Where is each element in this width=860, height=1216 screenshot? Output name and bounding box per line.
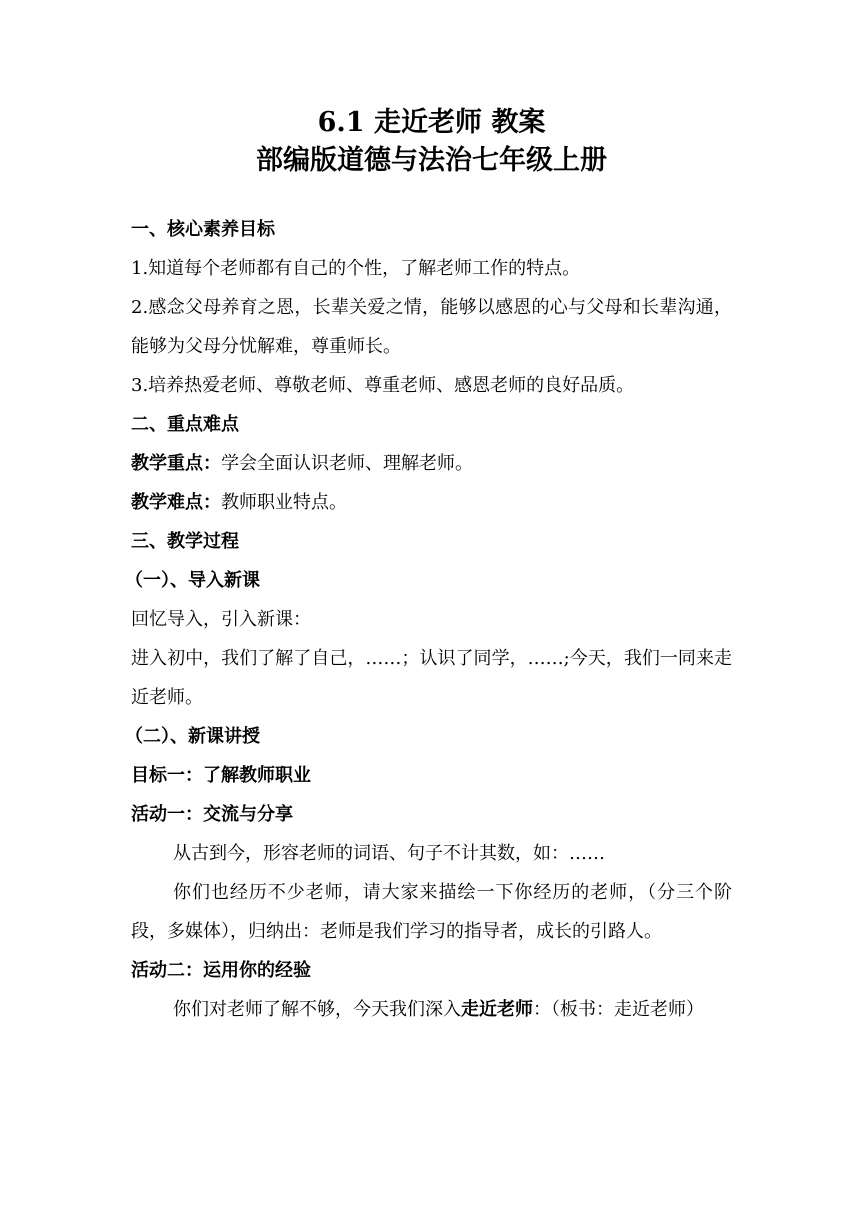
section-heading-key-points: 二、重点难点 xyxy=(131,414,239,435)
activity-one-heading: 活动一：交流与分享 xyxy=(131,804,293,825)
key-point-line xyxy=(131,444,732,483)
key-point-label: 教学重点： xyxy=(131,453,221,474)
title-block xyxy=(131,104,732,180)
document-subtitle: 部编版道德与法治七年级上册 xyxy=(256,145,607,176)
section-heading-goals: 一、核心素养目标 xyxy=(131,219,275,240)
activity-two-text-b: ：（板书：走近老师） xyxy=(533,999,704,1020)
difficult-point-text: 教师职业特点。 xyxy=(221,492,347,513)
intro-lead: 回忆导入，引入新课： xyxy=(131,609,311,630)
section-heading-process: 三、教学过程 xyxy=(131,531,239,552)
goal-item-3: 3.培养热爱老师、尊敬老师、尊重老师、感恩老师的良好品质。 xyxy=(131,375,635,396)
activity-two-text-a: 你们对老师了解不够，今天我们深入 xyxy=(173,999,461,1020)
difficult-point-label: 教学难点： xyxy=(131,492,221,513)
activity-two-emphasis: 走近老师 xyxy=(461,999,533,1020)
document-title: 6.1 走近老师 教案 xyxy=(317,107,546,138)
part-heading-new-lesson: （二）、新课讲授 xyxy=(125,726,260,747)
goal-one-heading: 目标一：了解教师职业 xyxy=(131,765,311,786)
difficult-point-line xyxy=(131,483,732,522)
key-point-text: 学会全面认识老师、理解老师。 xyxy=(221,453,473,474)
goal-item-1: 1.知道每个老师都有自己的个性，了解老师工作的特点。 xyxy=(131,258,581,279)
activity-one-paragraph-2: 你们也经历不少老师，请大家来描绘一下你经历的老师，（分三个阶段，多媒体），归纳出：老师是我们学习的指导者，成长的引路人。 xyxy=(131,882,732,942)
part-heading-intro: （一）、导入新课 xyxy=(125,570,260,591)
goal-item-2: 2.感念父母养育之恩，长辈关爱之情，能够以感恩的心与父母和长辈沟通，能够为父母分忧解难，尊重师长。 xyxy=(131,297,732,357)
activity-one-paragraph-1: 从古到今，形容老师的词语、句子不计其数，如：…… xyxy=(173,843,605,864)
activity-two-heading: 活动二：运用你的经验 xyxy=(131,960,311,981)
activity-two-paragraph xyxy=(131,990,732,1029)
intro-text: 进入初中，我们了解了自己，……；认识了同学，……;今天，我们一同来走近老师。 xyxy=(131,648,732,708)
